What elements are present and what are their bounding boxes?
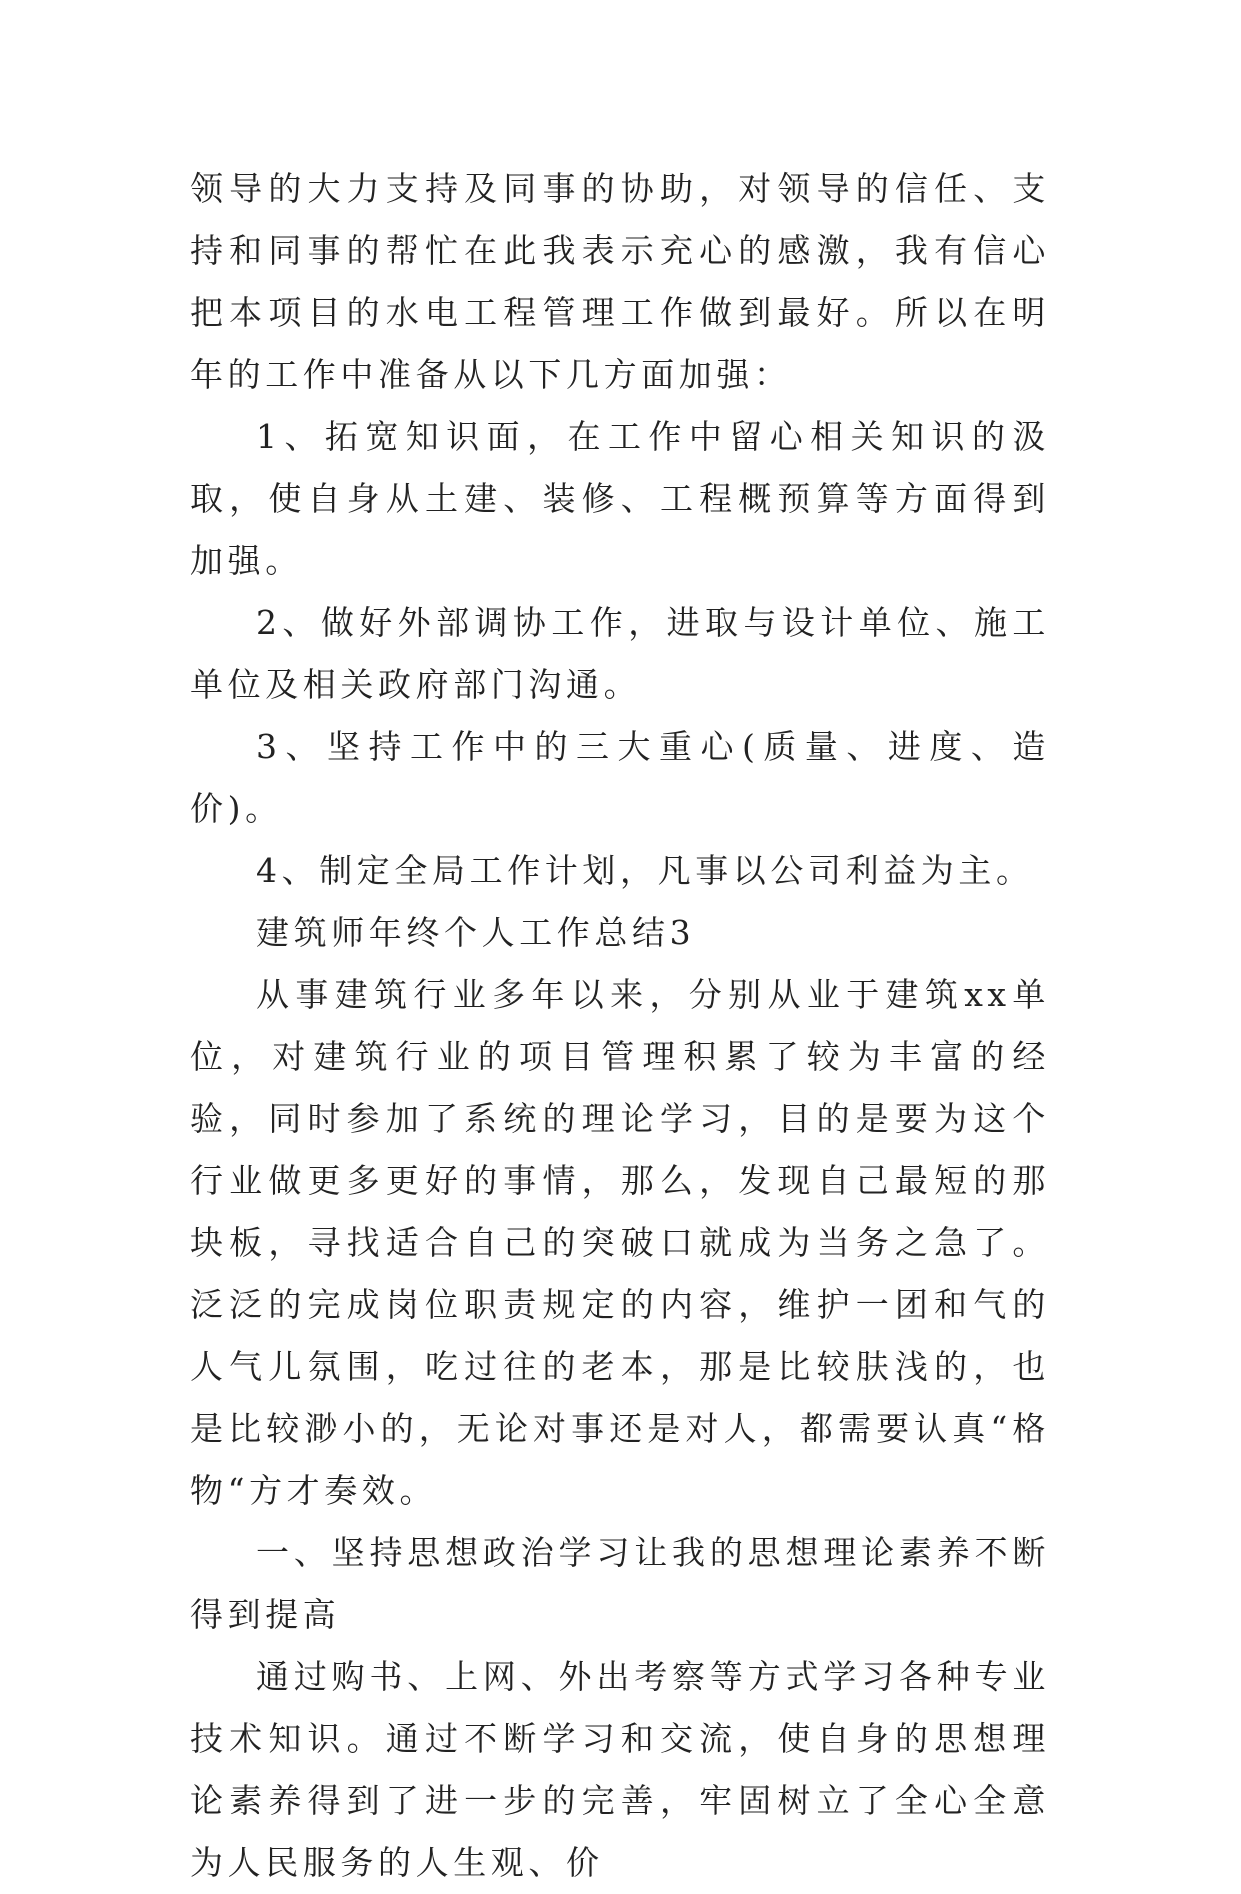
paragraph-intro: 领导的大力支持及同事的协助，对领导的信任、支持和同事的帮忙在此我表示充心的感激，我有信心把本项目的水电工程管理工作做到最好。所以在明年的工作中准备从以下几方面加强： xyxy=(190,169,1050,394)
section-heading: 建筑师年终个人工作总结3 xyxy=(256,913,696,952)
paragraph-item-2: 2、做好外部调协工作，进取与设计单位、施工单位及相关政府部门沟通。 xyxy=(190,603,1050,704)
document-body xyxy=(190,158,1050,1894)
paragraph-item-1: 1、拓宽知识面，在工作中留心相关知识的汲取，使自身从土建、装修、工程概预算等方面得到加强。 xyxy=(190,417,1050,580)
paragraph-item-3: 3、坚持工作中的三大重心(质量、进度、造价)。 xyxy=(190,727,1050,828)
paragraph-body: 从事建筑行业多年以来，分别从业于建筑xx单位，对建筑行业的项目管理积累了较为丰富的经验，同时参加了系统的理论学习，目的是要为这个行业做更多更好的事情，那么，发现自己最短的那块板，寻找适合自己的突破口就成为当务之急了。泛泛的完成岗位职责规定的内容，维护一团和气的人气儿氛围，吃过往的老本，那是比较肤浅的，也是比较渺小的，无论对事还是对人，都需要认真“格物“方才奏效。 xyxy=(190,975,1050,1510)
paragraph-item-4: 4、制定全局工作计划，凡事以公司利益为主。 xyxy=(256,851,1034,890)
subsection-heading: 一、坚持思想政治学习让我的思想理论素养不断得到提高 xyxy=(190,1533,1050,1634)
paragraph-study: 通过购书、上网、外出考察等方式学习各种专业技术知识。通过不断学习和交流，使自身的思想理论素养得到了进一步的完善，牢固树立了全心全意为人民服务的人生观、价 xyxy=(190,1657,1050,1882)
